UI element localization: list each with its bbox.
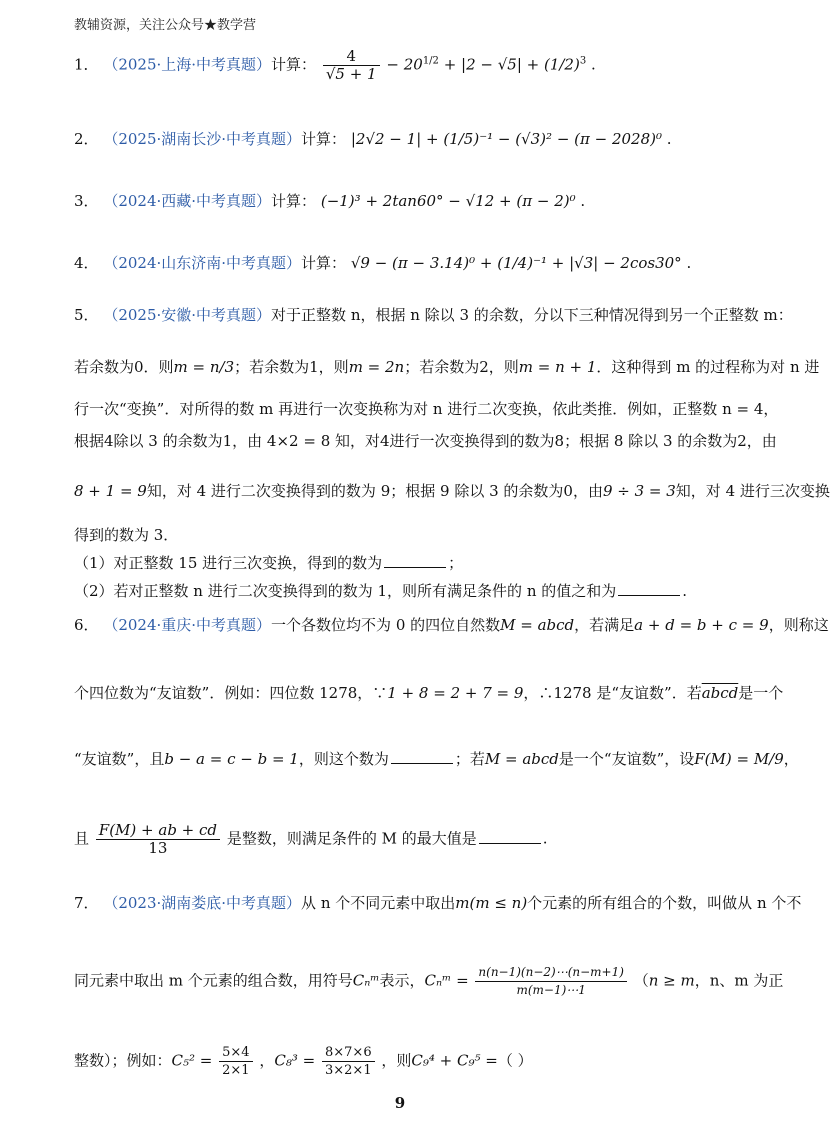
question-4: 4． （2024·山东济南·中考真题）计算： √9 − (π − 3.14)⁰ + (1/4)⁻¹ + |√3| − 2cos30° . [74, 254, 692, 272]
question-6-line-3: “友谊数”，且b − a = c − b = 1，则这个数为 ；若M = abcd是一个“友谊数”，设F(M) = M/9， [74, 750, 799, 768]
question-5-line-4: 根据4除以 3 的余数为1，由 4×2 = 8 知，对4进行一次变换得到的数为8；根据 8 除以 3 的余数为2，由 [74, 432, 777, 450]
question-7-line-3: 整数）；例如：C₅² = $\frac{5\times 4}{2\times 1}$ ，C₈³ = $\frac{8\times 7\times 6}{3\times 2\times 1}$ ，则C₉⁴ + C₉⁵ =（ ） [74, 1045, 533, 1078]
question-6-line-2: 个四位数为“友谊数”．例如：四位数 1278，∵1 + 8 = 2 + 7 = 9，∴1278 是“友谊数”．若abcd是一个 [74, 684, 784, 702]
fraction: $\frac{5\times 4}{2\times 1}$ [219, 1044, 252, 1079]
question-number: 4． [74, 254, 99, 272]
question-source: （2025·湖南长沙·中考真题） [103, 130, 302, 148]
question-1: 1． （2025·上海·中考真题）计算： $\frac{4}{√5 + 1}$ − $20^{1/2} + |2 - √5| + (1/2)^3$ . [74, 47, 596, 83]
fraction: $\frac{8\times 7\times 6}{3\times 2\times 1}$ [322, 1044, 375, 1079]
fraction: $\frac{n(n-1)(n-2)\cdots(n-m+1)}{m(m-1)\cdots 1}$ [475, 964, 627, 999]
question-3: 3． （2024·西藏·中考真题）计算： (−1)³ + 2tan60° − √12 + (π − 2)⁰ . [74, 192, 586, 210]
math-expression: |2√2 − 1| + (1/5)⁻¹ − (√3)² − (π − 2028)⁰ [350, 130, 663, 148]
question-5-part-2: （2）若对正整数 n 进行二次变换得到的数为 1，则所有满足条件的 n 的值之和为 . [74, 582, 688, 600]
question-source: （2024·重庆·中考真题） [103, 616, 272, 634]
page-number: 9 [394, 1094, 406, 1112]
question-5-line-6: 得到的数为 3． [74, 526, 179, 544]
question-lead: 计算： [301, 254, 347, 272]
answer-choice-blank[interactable]: （ ） [497, 1051, 533, 1070]
question-source: （2025·上海·中考真题） [103, 55, 272, 74]
question-5-line-2: 若余数为0．则m = n/3；若余数为1，则m = 2n；若余数为2，则m = n + 1．这种得到 m 的过程称为对 n 进 [74, 358, 820, 376]
math-expression: √9 − (π − 3.14)⁰ + (1/4)⁻¹ + |√3| − 2cos30° [350, 254, 682, 272]
question-source: （2024·山东济南·中考真题） [103, 254, 302, 272]
question-number: 5． [74, 306, 99, 324]
question-number: 3． [74, 192, 99, 210]
question-6-line-1: 6． （2024·重庆·中考真题）一个各数位均不为 0 的四位自然数M = abcd，若满足a + d = b + c = 9，则称这 [74, 616, 829, 634]
question-lead: 计算： [271, 55, 317, 74]
page-header: 教辅资源，关注公众号★教学营 [74, 18, 257, 33]
answer-blank[interactable] [618, 581, 680, 596]
question-source: （2025·安徽·中考真题） [103, 306, 272, 324]
question-7-line-2: 同元素中取出 m 个元素的组合数，用符号Cₙᵐ表示，Cₙᵐ = $\frac{n(n-1)(n-2)\cdots(n-m+1)}{m(m-1)\cdots 1}$ （n ≥ m，n、m 为正 [74, 965, 784, 997]
question-7-line-1: 7． （2023·湖南娄底·中考真题）从 n 个不同元素中取出m(m ≤ n)个元素的所有组合的个数，叫做从 n 个不 [74, 894, 802, 912]
question-number: 2． [74, 130, 99, 148]
question-5-part-1: （1）对正整数 15 进行三次变换，得到的数为 ； [74, 554, 464, 572]
fraction: $\frac{4}{√5 + 1}$ [323, 48, 380, 83]
fraction: $\frac{F(M) + ab + cd}{13}$ [96, 822, 220, 857]
answer-blank[interactable] [391, 749, 453, 764]
question-lead: 计算： [301, 130, 347, 148]
question-5-line-1: 5． （2025·安徽·中考真题）对于正整数 n，根据 n 除以 3 的余数，分以下三种情况得到另一个正整数 m： [74, 306, 793, 324]
question-5-line-3: 行一次“变换”．对所得的数 m 再进行一次变换称为对 n 进行二次变换，依此类推．例如，正整数 n = 4， [74, 400, 779, 418]
question-number: 6． [74, 616, 99, 634]
math-expression: + |2 − √5| + (1/2) [443, 55, 580, 74]
question-2: 2． （2025·湖南长沙·中考真题）计算： |2√2 − 1| + (1/5)⁻¹ − (√3)² − (π − 2028)⁰ . [74, 130, 672, 148]
question-number: 1． [74, 55, 99, 74]
math-expression: − 20 [386, 55, 423, 74]
math-expression: (−1)³ + 2tan60° − √12 + (π − 2)⁰ [320, 192, 576, 210]
answer-blank[interactable] [479, 829, 541, 844]
question-source: （2024·西藏·中考真题） [103, 192, 272, 210]
answer-blank[interactable] [384, 553, 446, 568]
question-source: （2023·湖南娄底·中考真题） [103, 894, 302, 912]
question-5-line-5: 8 + 1 = 9知，对 4 进行二次变换得到的数为 9；根据 9 除以 3 的余数为0，由9 ÷ 3 = 3知，对 4 进行三次变换 [74, 482, 830, 500]
question-number: 7． [74, 894, 99, 912]
question-lead: 计算： [271, 192, 317, 210]
question-6-line-4: 且 $\frac{F(M) + ab + cd}{13}$ 是整数，则满足条件的 M 的最大值是 . [74, 821, 548, 857]
